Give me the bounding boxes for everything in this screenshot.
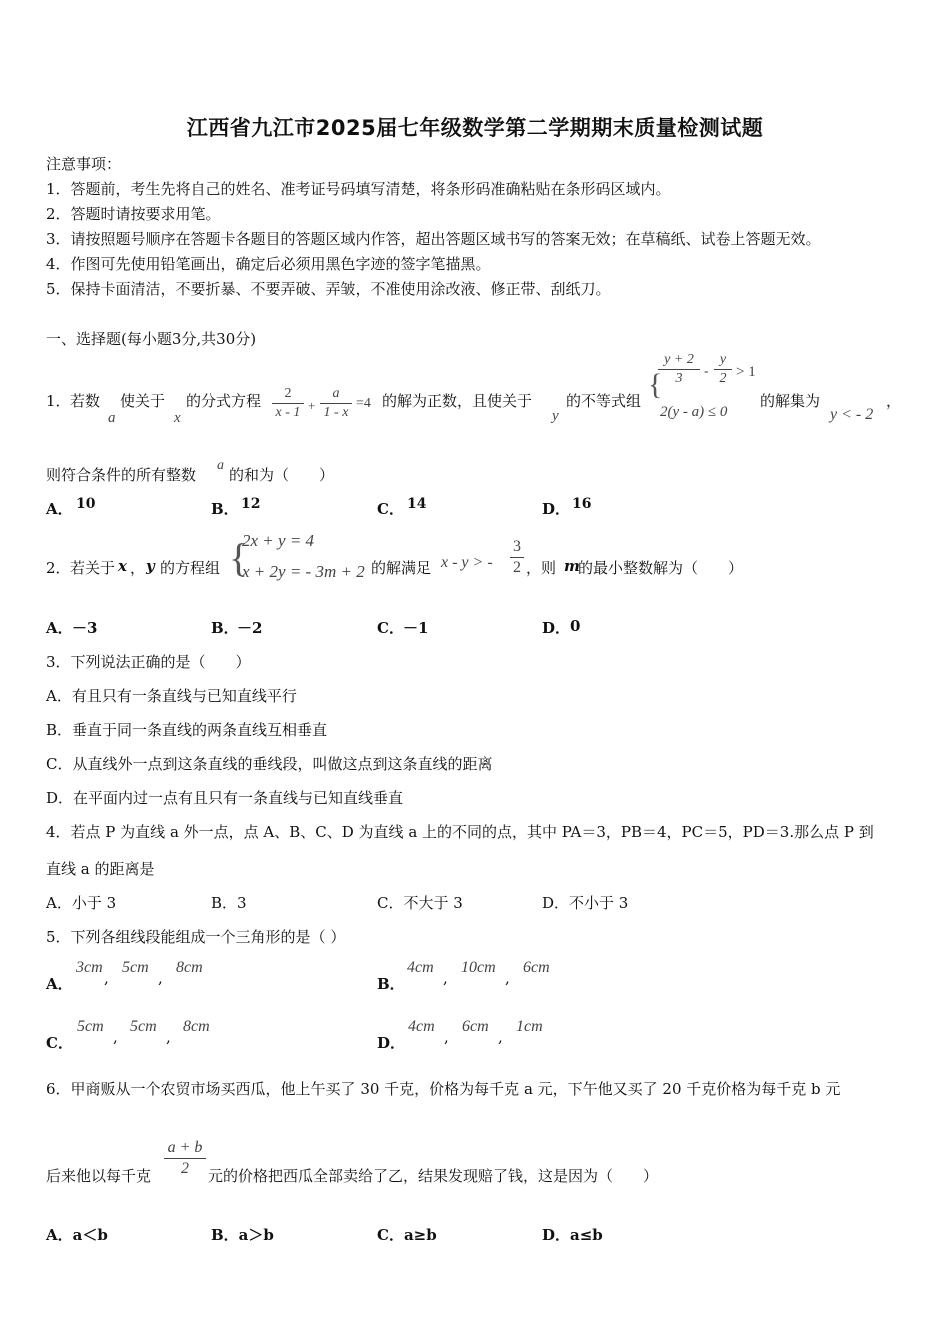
q4-line1: 4．若点 P 为直线 a 外一点，点 A、B、C、D 为直线 a 上的不同的点，其中 PA＝3，PB＝4，PC＝5，PD＝3.那么点 P 到 xyxy=(46,823,874,841)
q3-option-d: D．在平面内过一点有且只有一条直线与已知直线垂直 xyxy=(46,789,404,807)
q3-stem: 3．下列说法正确的是（ ） xyxy=(46,653,251,671)
section-heading: 一、选择题(每小题3分,共30分) xyxy=(46,330,257,348)
q2-equation-2: x + 2y = - 3m + 2 xyxy=(242,562,365,581)
q5-c-length-2: 5cm xyxy=(130,1018,157,1035)
q1-ineq-fraction-2: y 2 xyxy=(714,352,732,387)
q6-line2: 元的价格把西瓜全部卖给了乙，结果发现赔了钱，这是因为（ ） xyxy=(208,1167,659,1185)
notice-heading: 注意事项： xyxy=(46,155,122,173)
q6-line1: 6．甲商贩从一个农贸市场买西瓜，他上午买了 30 千克，价格为每千克 a 元，下午他又买了 20 千克价格为每千克 b 元 xyxy=(46,1080,841,1098)
notice-item: 2．答题时请按要求用笔。 xyxy=(46,205,221,223)
q4-option-a: A．小于 3 xyxy=(46,894,117,912)
q2-option-b: －2 xyxy=(237,619,263,637)
notice-item: 4．作图可先使用铅笔画出，确定后必须用黑色字迹的签字笔描黑。 xyxy=(46,255,491,273)
notice-item: 5．保持卡面清洁，不要折暴、不要弄破、弄皱，不准使用涂改液、修正带、刮纸刀。 xyxy=(46,280,611,298)
q2-fraction: 3 2 xyxy=(510,538,524,577)
q5-b-length-3: 6cm xyxy=(523,959,550,976)
q2-number: 2． xyxy=(46,559,71,577)
notice-item: 3．请按照题号顺序在答题卡各题目的答题区域内作答，超出答题区域书写的答案无效；在草稿纸、试卷上答题无效。 xyxy=(46,230,821,248)
q1-text: 的解为正数，且使关于 xyxy=(382,392,533,410)
q5-d-length-2: 6cm xyxy=(462,1018,489,1035)
q6-fraction: a + b 2 xyxy=(164,1139,206,1178)
q1-option-b: 12 xyxy=(241,496,261,512)
q6-option-b: B．a＞b xyxy=(211,1226,274,1244)
q5-b-length-1: 4cm xyxy=(407,959,434,976)
q1-text: 的解集为 xyxy=(760,392,821,410)
q4-option-d: D．不小于 3 xyxy=(542,894,629,912)
q6-line2: 后来他以每千克 xyxy=(46,1167,152,1185)
notice-item: 1．答题前，考生先将自己的姓名、准考证号码填写清楚，将条形码准确粘贴在条形码区域内。 xyxy=(46,180,671,198)
q2-option-c: －1 xyxy=(403,619,429,637)
q1-option-c: 14 xyxy=(407,496,427,512)
q5-d-length-1: 4cm xyxy=(408,1018,435,1035)
q1-text: 的分式方程 xyxy=(186,392,262,410)
q5-stem: 5．下列各组线段能组成一个三角形的是（ ） xyxy=(46,928,346,946)
q6-option-a: A．a＜b xyxy=(46,1226,108,1244)
q1-fraction-2: a 1 - x xyxy=(320,386,352,421)
q5-a-length-3: 8cm xyxy=(176,959,203,976)
q1-option-a: 10 xyxy=(76,496,96,512)
q1-fraction-1: 2 x - 1 xyxy=(272,386,304,421)
q1-var-a: a xyxy=(108,410,116,426)
q5-a-length-2: 5cm xyxy=(122,959,149,976)
q5-d-length-3: 1cm xyxy=(516,1018,543,1035)
q5-c-length-3: 8cm xyxy=(183,1018,210,1035)
q3-option-b: B．垂直于同一条直线的两条直线互相垂直 xyxy=(46,721,328,739)
brace-icon: { xyxy=(648,368,663,401)
q2-option-d: 0 xyxy=(570,617,581,635)
q4-line2: 直线 a 的距离是 xyxy=(46,860,155,878)
q1-solution: y < - 2 xyxy=(830,406,874,423)
q1-var-y: y xyxy=(552,408,559,424)
q2-option-a: －3 xyxy=(72,619,98,637)
q5-a-length-1: 3cm xyxy=(76,959,103,976)
q3-option-c: C．从直线外一点到这条直线的垂线段，叫做这点到这条直线的距离 xyxy=(46,755,493,773)
q1-line2: 则符合条件的所有整数 xyxy=(46,466,197,484)
q2-condition: x - y > - xyxy=(441,554,493,571)
q1-ineq-fraction-1: y + 2 3 xyxy=(658,352,700,387)
q3-option-a: A．有且只有一条直线与已知直线平行 xyxy=(46,687,297,705)
q2-equation-1: 2x + y = 4 xyxy=(242,531,315,550)
brace-icon: { xyxy=(229,535,249,580)
q1-text: 使关于 xyxy=(120,392,166,410)
q1-line2: 的和为（ ） xyxy=(229,466,335,484)
q1-var-x: x xyxy=(174,410,181,426)
page-title: 江西省九江市2025届七年级数学第二学期期末质量检测试题 xyxy=(186,116,764,140)
q4-option-c: C．不大于 3 xyxy=(377,894,463,912)
q1-number: 1． xyxy=(46,392,71,410)
q5-b-length-2: 10cm xyxy=(461,959,496,976)
q1-text: 若数 xyxy=(70,392,101,410)
q1-ineq-2: 2(y - a) ≤ 0 xyxy=(660,404,728,420)
q1-text: 的不等式组 xyxy=(566,392,642,410)
q5-c-length-1: 5cm xyxy=(77,1018,104,1035)
q4-option-b: B．3 xyxy=(211,894,247,912)
q6-option-d: D．a≤b xyxy=(542,1226,603,1244)
q6-option-c: C．a≥b xyxy=(377,1226,437,1244)
q1-option-d: 16 xyxy=(572,496,592,512)
